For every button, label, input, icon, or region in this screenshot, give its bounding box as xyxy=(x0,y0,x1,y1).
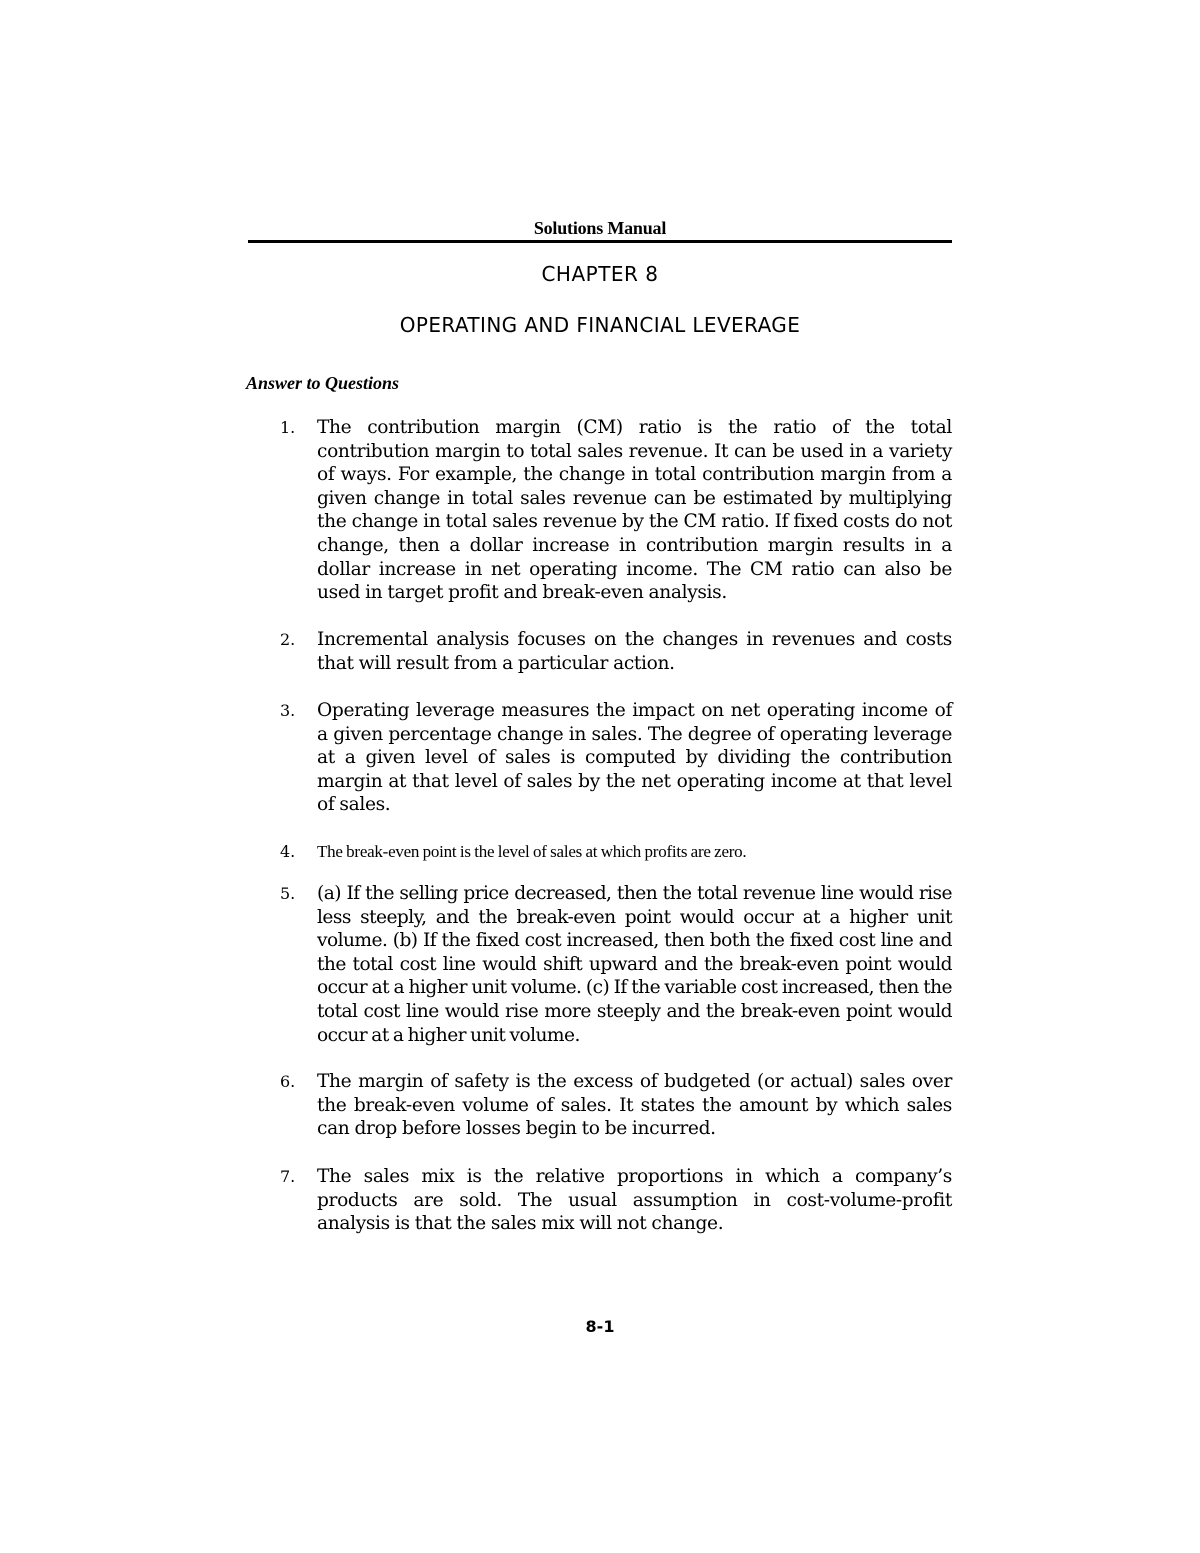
answer-number: 1. xyxy=(280,418,296,437)
answer-text: The break-even point is the level of sales at which profits are zero. xyxy=(317,842,747,861)
answer-text: The contribution margin (CM) ratio is the ratio of the total contribution margin to total sales revenue. It can be used in a variety of ways. For example, the change in total contribution margin from a given change in total sales revenue can be estimated by multiplying the change in total sales revenue by the CM ratio. If fixed costs do not change, then a dollar increase in contribution margin results in a dollar increase in net operating income. The CM ratio can also be used in target profit and break-even analysis. xyxy=(317,417,952,604)
answer-number: 3. xyxy=(280,701,296,720)
answer-text: The margin of safety is the excess of budgeted (or actual) sales over the break-even volume of sales. It states the amount by which sales can drop before losses begin to be incurred. xyxy=(317,1071,952,1140)
chapter-number: CHAPTER 8 xyxy=(541,262,659,286)
answer-number: 7. xyxy=(280,1167,296,1186)
page-number: 8-1 xyxy=(585,1317,615,1336)
answer-number: 4. xyxy=(280,842,296,861)
section-heading: Answer to Questions xyxy=(246,373,400,393)
answer-text: The sales mix is the relative proportions in which a company’s products are sold. The usual assumption in cost-volume-profit analysis is that the sales mix will not change. xyxy=(317,1166,952,1235)
answer-text: (a) If the selling price decreased, then the total revenue line would rise less steeply, and the break-even point would occur at a higher unit volume. (b) If the fixed cost increased, then both the fixed cost line and the total cost line would shift upward and the break-even point would occur at a higher unit volume. (c) If the variable cost increased, then the total cost line would rise more steeply and the break-even point would occur at a higher unit volume. xyxy=(317,883,952,1046)
answer-number: 5. xyxy=(280,884,296,903)
running-head: Solutions Manual xyxy=(533,218,667,238)
answer-number: 6. xyxy=(280,1072,296,1091)
header-rule xyxy=(248,240,952,243)
answer-number: 2. xyxy=(280,630,296,649)
answer-text: Incremental analysis focuses on the changes in revenues and costs that will result from a particular action. xyxy=(317,629,952,674)
answer-text: Operating leverage measures the impact on net operating income of a given percentage change in sales. The degree of operating leverage at a given level of sales is computed by dividing the contribution margin at that level of sales by the net operating income at that level of sales. xyxy=(317,700,952,816)
chapter-title: OPERATING AND FINANCIAL LEVERAGE xyxy=(399,313,801,337)
